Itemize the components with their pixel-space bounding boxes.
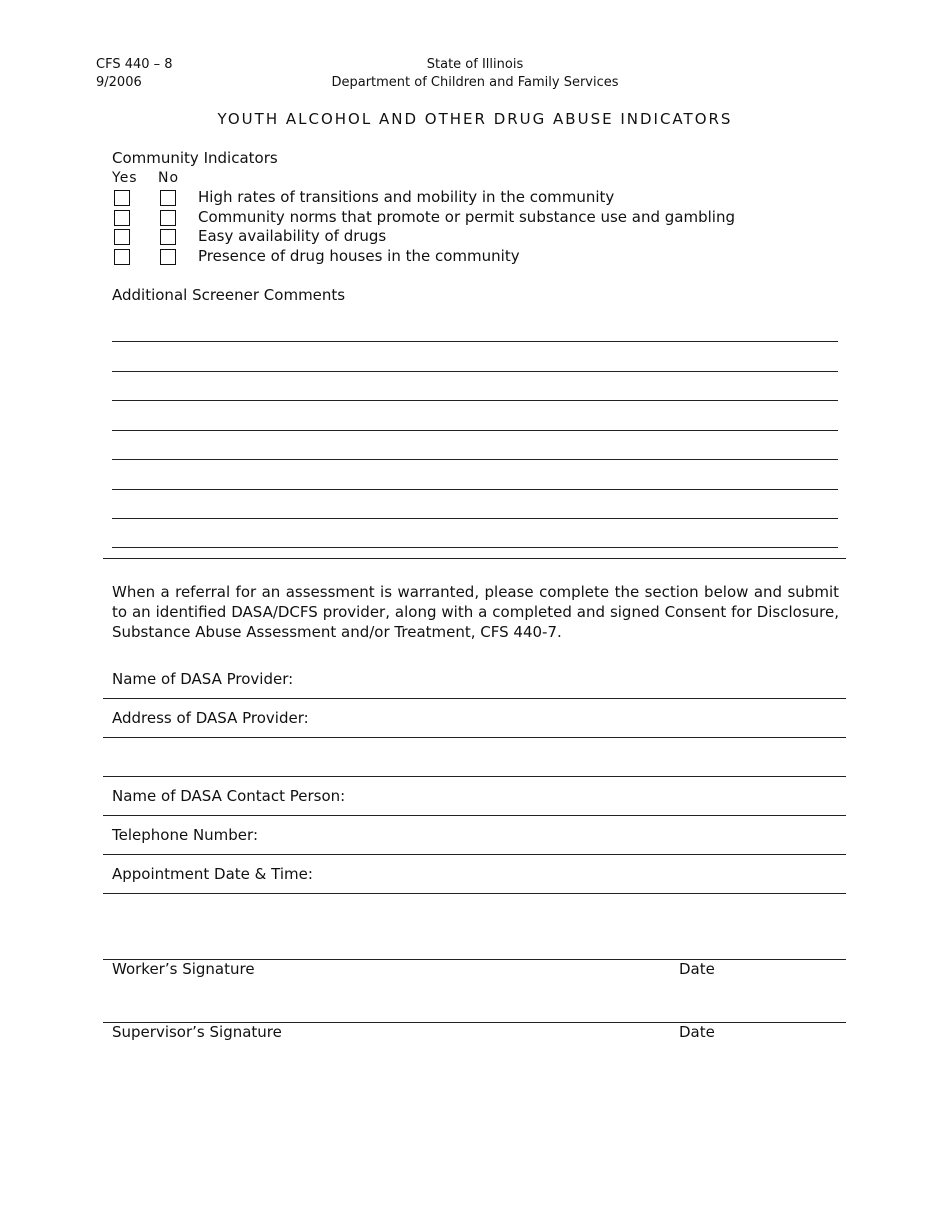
comment-line[interactable]	[112, 459, 838, 460]
comment-line[interactable]	[112, 518, 838, 519]
community-heading: Community Indicators	[112, 149, 278, 167]
department-name: Department of Children and Family Services	[331, 75, 619, 90]
provider-name-line[interactable]	[103, 698, 846, 699]
indicator-3-label: Easy availability of drugs	[198, 227, 387, 245]
comment-line[interactable]	[112, 489, 838, 490]
indicator-4-yes-checkbox[interactable]	[114, 249, 130, 265]
contact-person-label: Name of DASA Contact Person:	[112, 787, 346, 805]
appointment-line[interactable]	[103, 893, 846, 894]
telephone-line[interactable]	[103, 854, 846, 855]
provider-address-line-2[interactable]	[103, 776, 846, 777]
indicator-3-yes-checkbox[interactable]	[114, 229, 130, 245]
indicator-3-no-checkbox[interactable]	[160, 229, 176, 245]
indicator-4-no-checkbox[interactable]	[160, 249, 176, 265]
state-name: State of Illinois	[426, 57, 524, 72]
provider-address-line[interactable]	[103, 737, 846, 738]
comment-line[interactable]	[112, 430, 838, 431]
form-date: 9/2006	[96, 75, 142, 90]
telephone-label: Telephone Number:	[112, 826, 258, 844]
referral-instructions: When a referral for an assessment is warranted, please complete the section below and submit to an identified DASA/DCFS provider, along with a completed and signed Consent for Disclosure, Substance Abuse Assessment and/or Treatment, CFS 440-7.	[112, 583, 839, 641]
page-title: YOUTH ALCOHOL AND OTHER DRUG ABUSE INDICATORS	[217, 110, 733, 128]
comment-line[interactable]	[112, 547, 838, 548]
provider-name-label: Name of DASA Provider:	[112, 670, 294, 688]
comment-line[interactable]	[112, 371, 838, 372]
no-column-label: No	[158, 170, 180, 186]
appointment-label: Appointment Date & Time:	[112, 865, 313, 883]
indicator-1-no-checkbox[interactable]	[160, 190, 176, 206]
indicator-1-yes-checkbox[interactable]	[114, 190, 130, 206]
section-divider	[103, 558, 846, 559]
indicator-4-label: Presence of drug houses in the community	[198, 247, 520, 265]
worker-signature-label: Worker’s Signature	[112, 960, 255, 978]
comment-line[interactable]	[112, 341, 838, 342]
indicator-1-label: High rates of transitions and mobility in the community	[198, 188, 615, 206]
comment-line[interactable]	[112, 400, 838, 401]
worker-date-label: Date	[679, 960, 715, 978]
provider-address-label: Address of DASA Provider:	[112, 709, 309, 727]
supervisor-signature-label: Supervisor’s Signature	[112, 1023, 282, 1041]
yes-column-label: Yes	[112, 170, 138, 186]
indicator-2-yes-checkbox[interactable]	[114, 210, 130, 226]
comments-heading: Additional Screener Comments	[112, 286, 346, 304]
contact-person-line[interactable]	[103, 815, 846, 816]
supervisor-date-label: Date	[679, 1023, 715, 1041]
form-number: CFS 440 – 8	[96, 57, 173, 72]
indicator-2-no-checkbox[interactable]	[160, 210, 176, 226]
indicator-2-label: Community norms that promote or permit substance use and gambling	[198, 208, 735, 226]
